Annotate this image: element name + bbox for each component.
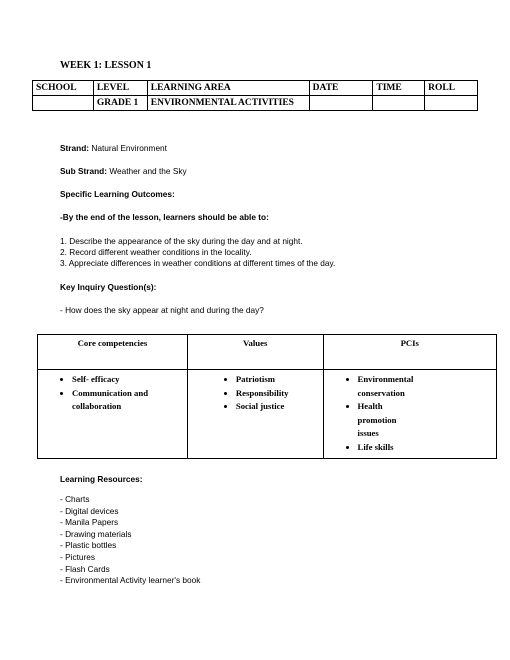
lesson-title: WEEK 1: LESSON 1 [60,60,152,71]
list-item: - Plastic bottles [60,540,117,551]
outcome-item: 1. Describe the appearance of the sky during the day and at night. [60,236,303,246]
info-table-value-row [33,96,478,111]
list-item: • Social justice [236,400,323,414]
list-item: - Digital devices [60,505,119,516]
cell-roll [425,96,478,111]
list-item: • Communication and collaboration [72,387,172,414]
cell-time [373,96,425,111]
info-table-header-row [33,81,478,96]
list-item: - Manila Papers [60,517,119,528]
list-item: • Patriotism [236,373,323,387]
col-time: TIME [373,81,425,96]
strand-line [60,143,167,153]
resources-heading: Learning Resources: [60,474,143,484]
inquiry-question: - How does the sky appear at night and during the day? [60,305,264,315]
sub-strand-value: Weather and the Sky [107,166,187,176]
list-item: • Environmental conservation [358,373,438,400]
list-item: - Charts [60,494,90,504]
col-school: SCHOOL [33,81,94,96]
strand-label: Strand: [60,143,90,153]
list-item: - Drawing materials [60,528,132,539]
col-learning-area: LEARNING AREA [147,81,309,96]
competencies-header-row [38,335,497,370]
col-level: LEVEL [93,81,147,96]
core-competencies-cell [38,370,188,459]
competencies-body-row [38,370,497,459]
list-item: • Self- efficacy [72,373,172,387]
list-item: • Responsibility [236,387,323,401]
outcomes-intro: -By the end of the lesson, learners should be able to: [60,212,269,222]
list-item: - Flash Cards [60,563,110,574]
outcomes-heading: Specific Learning Outcomes: [60,189,175,199]
list-item: - Environmental Activity learner's book [60,575,201,586]
resources-list [60,494,200,587]
pcis-cell [323,370,496,459]
list-item: - Pictures [60,551,96,562]
values-cell [187,370,323,459]
cell-level: GRADE 1 [93,96,147,111]
inquiry-heading: Key Inquiry Question(s): [60,282,157,292]
col-roll: ROLL [425,81,478,96]
competencies-table [37,334,497,459]
sub-strand-label: Sub Strand: [60,166,108,176]
strand-value: Natural Environment [89,143,167,153]
header-pcis: PCIs [323,335,496,370]
cell-date [309,96,373,111]
list-item: • Life skills [358,441,438,455]
list-item: • Health promotion issues [358,400,418,441]
sub-strand-line [60,166,187,176]
outcome-item: 2. Record different weather conditions in the locality. [60,247,252,257]
header-core-competencies: Core competencies [38,335,188,370]
lesson-info-table [32,80,478,111]
outcome-item: 3. Appreciate differences in weather conditions at different times of the day. [60,258,336,268]
cell-school [33,96,94,111]
cell-learning-area: ENVIRONMENTAL ACTIVITIES [147,96,309,111]
header-values: Values [187,335,323,370]
col-date: DATE [309,81,373,96]
